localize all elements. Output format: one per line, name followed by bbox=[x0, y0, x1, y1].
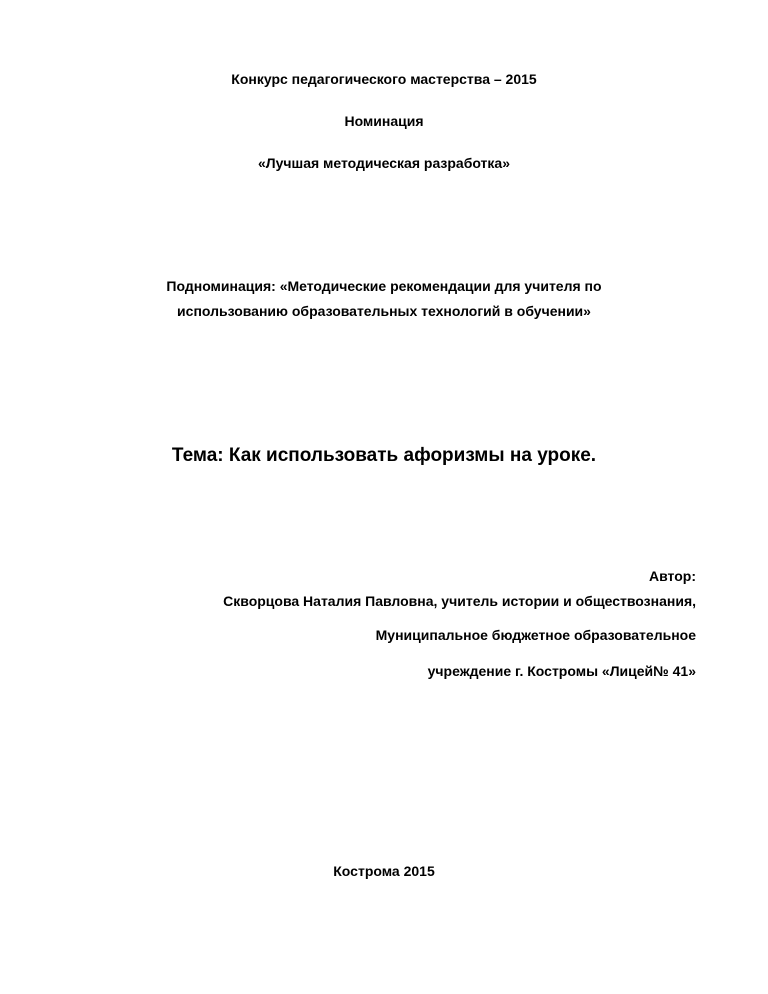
footer-city-year: Кострома 2015 bbox=[333, 863, 435, 879]
subnomination-line-1: Подноминация: «Методические рекомендации для учителя по bbox=[166, 278, 602, 294]
subnomination-line-2: использованию образовательных технологий в обучении» bbox=[177, 303, 591, 319]
contest-heading: Конкурс педагогического мастерства – 2015 bbox=[231, 71, 537, 87]
topic-title: Тема: Как использовать афоризмы на уроке. bbox=[171, 445, 597, 466]
author-organization-line-1: Муниципальное бюджетное образовательное bbox=[375, 627, 696, 643]
author-label: Автор: bbox=[649, 568, 696, 584]
author-organization-line-2: учреждение г. Костромы «Лицей№ 41» bbox=[427, 663, 696, 679]
author-name: Скворцова Наталия Павловна, учитель истории и обществознания, bbox=[223, 593, 696, 609]
nomination-label: Номинация bbox=[344, 113, 424, 129]
nomination-name: «Лучшая методическая разработка» bbox=[258, 155, 510, 171]
